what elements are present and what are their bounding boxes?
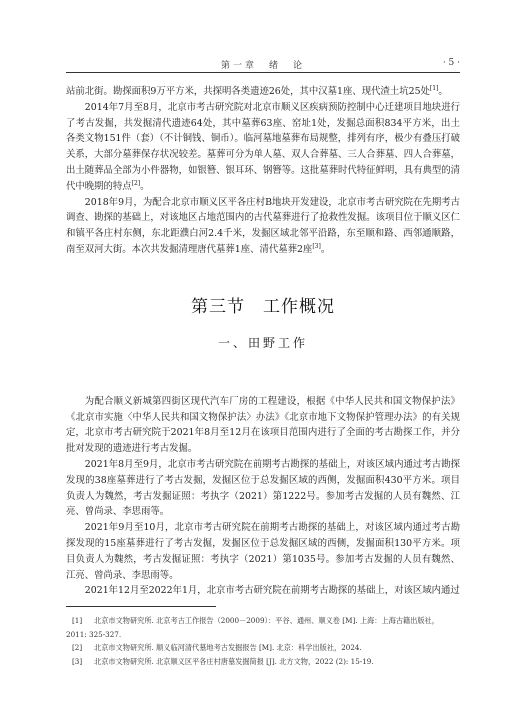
section-title: 第三节 工作概况 xyxy=(191,296,335,317)
footnote-mark: [1] xyxy=(72,616,83,625)
footnote-mark: [3] xyxy=(72,656,83,666)
footnote-mark: [2] xyxy=(72,643,83,652)
running-header xyxy=(66,56,460,73)
footnote-text-continued: 2011: 325-327. xyxy=(66,629,122,639)
footnotes xyxy=(66,614,460,668)
footnote-item xyxy=(66,641,460,655)
footnote-divider xyxy=(66,606,216,607)
footnote-ref[interactable]: [3] xyxy=(312,242,321,250)
body-text xyxy=(66,84,460,599)
footnote-text: 北京市文物研究所. 顺义临河清代墓地考古发掘报告 [M]. 北京：科学出版社，2024. xyxy=(94,643,362,652)
footnote-ref[interactable]: [1] xyxy=(429,84,439,92)
paragraph: 站前北街。勘探面积9万平方米，共探明各类遗迹26处，其中汉墓1座、现代渣土坑25处[1]。 xyxy=(66,84,448,97)
chapter-title: 第一章 绪 论 xyxy=(220,61,305,71)
paragraph: 2021年8月至9月，北京市考古研究院在前期考古勘探的基础上，对该区域内通过考古勘探发现的38座墓葬进行了考古发掘，发掘区位于总发掘区域的西侧，发掘面积430平方米。项目负责人为魏然，考古发掘证照：考执字（2021）第1222号。参加考古发掘的人员有魏然、江亮、曾尚录、李思雨等。 xyxy=(66,458,460,518)
subsection-title: 一、田野工作 xyxy=(217,335,308,350)
paragraph: 2018年9月，为配合北京市顺义区平各庄村B地块开发建设，北京市考古研究院在先期考古调查、勘探的基础上，对该地区占地范围内的古代墓葬进行了抢救性发掘。该项目位于顺义区仁和镇平各庄村东侧，东北距濮白河2.4千米，发掘区域北邻平沿路，东至顺和路、西邻通顺路，南至双河大街。本次共发掘清理唐代墓葬1座、清代墓葬2座[3]。 xyxy=(66,196,460,255)
footnote-item xyxy=(66,614,460,628)
paragraph: 2021年9月至10月，北京市考古研究院在前期考古勘探的基础上，对该区域内通过考古勘探发现的15座墓葬进行了考古发掘，发掘区位于总发掘区域的西侧，发掘面积130平方米。项目负责人为魏然，考古发掘证照：考执字（2021）第1035号。参加考古发掘的人员有魏然、江亮、曾尚录、李思雨等。 xyxy=(66,522,460,581)
page-number: · 5 · xyxy=(442,58,460,68)
footnote-text: 北京市文物研究所. 北京顺义区平各庄村唐墓发掘简报 [J]. 北方文物，2022 (2): 15-19. xyxy=(94,656,374,666)
footnote-text: 北京市文物研究所. 北京考古工作报告（2000－2009）：平谷、通州、顺义卷 [M]. 上海：上海古籍出版社， xyxy=(94,616,439,625)
footnote-ref[interactable]: [2] xyxy=(131,179,141,187)
spacer xyxy=(66,354,460,394)
footnote-item xyxy=(66,655,460,669)
paragraph: 2021年12月至2022年1月，北京市考古研究院在前期考古勘探的基础上，对该区域内通过 xyxy=(84,585,460,597)
paragraph: 为配合顺义新城第四街区现代汽车厂房的工程建设，根据《中华人民共和国文物保护法》《北京市实施〈中华人民共和国文物保护法〉办法》《北京市地下文物保护管理办法》的有关规定，北京市考古研究院于2021年8月至12月在该项目范围内进行了全面的考古勘探工作，并分批对发现的遗迹进行考古发掘。 xyxy=(66,395,460,455)
paragraph: 2014年7月至8月，北京市考古研究院对北京市顺义区疾病预防控制中心迁建项目地块进行了考古发掘，共发掘清代遗迹64处，其中墓葬63座、窑址1处，发掘总面积834平方米，出土各类文物151件（套）（不计铜钱、铜币）。临河墓地墓葬布局规整，排列有序，极少有叠压打破关系，大部分墓葬保存状况较差。墓葬可分为单人墓、双人合葬墓、三人合葬墓、四人合葬墓，出土随葬品全部为小件器物，如银簪、银耳环、钢簪等。这批墓葬时代特征鲜明，具有典型的清代中晚期的特点[2]。 xyxy=(66,101,460,192)
